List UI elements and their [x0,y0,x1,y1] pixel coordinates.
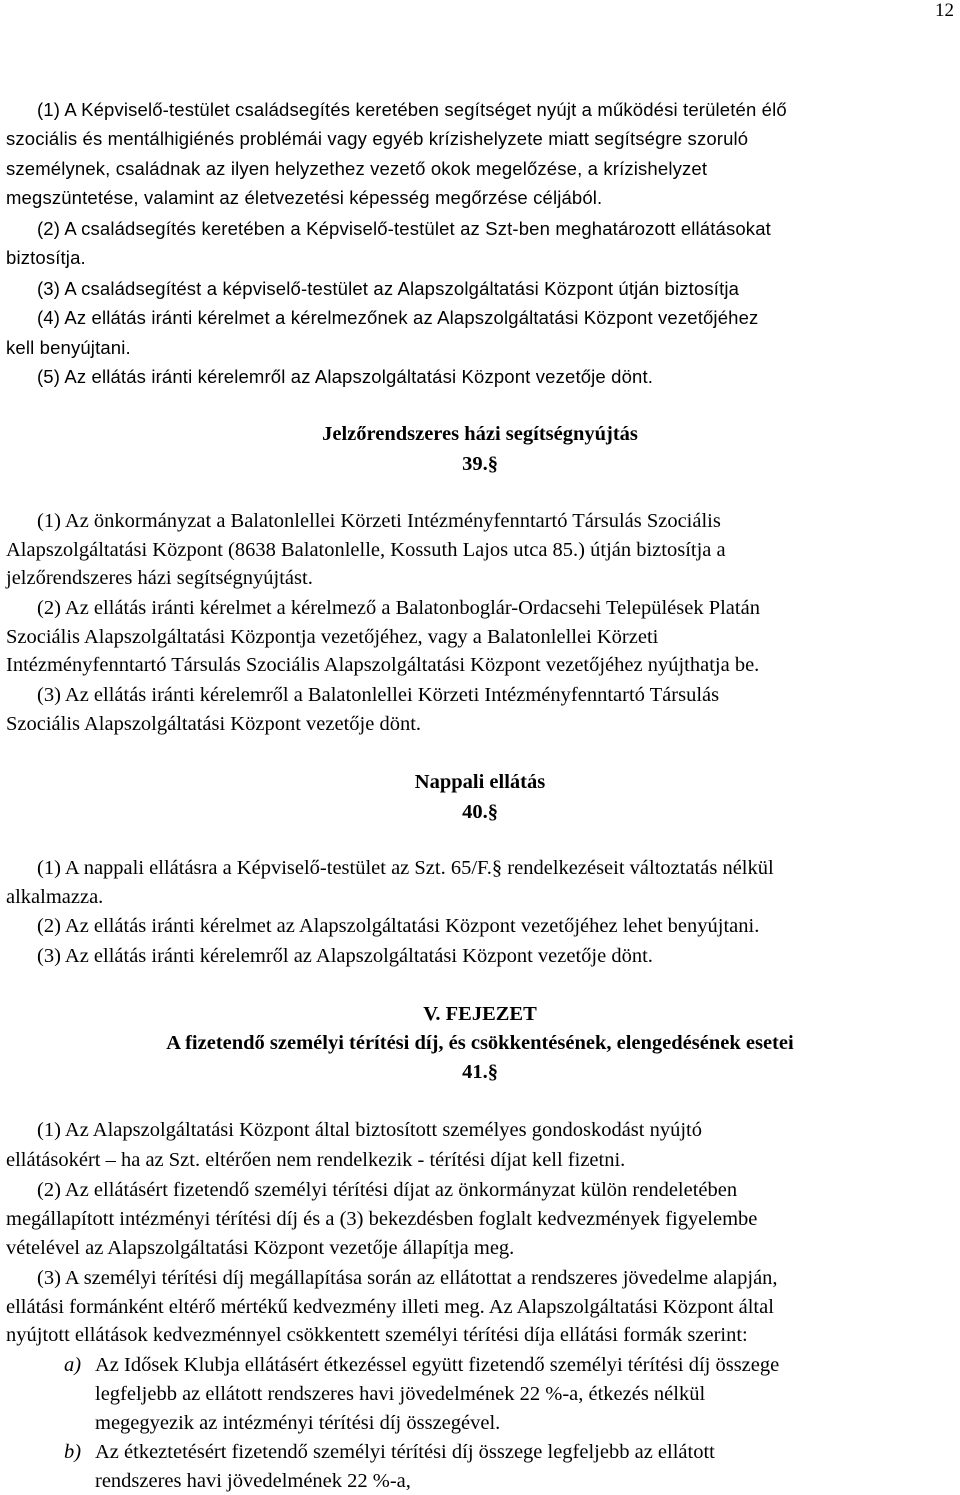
text-line: (2) A családsegítés keretében a Képviselő-testület az Szt-ben meghatározott ellátásokat [37,218,771,239]
text-line: (1) Az Alapszolgáltatási Központ által biztosított személyes gondoskodást nyújtó [37,1119,702,1141]
list-item-text: megegyezik az intézményi térítési díj összegével. [95,1412,501,1434]
list-item-text: legfeljebb az ellátott rendszeres havi jövedelmének 22 %-a, étkezés nélkül [95,1383,706,1405]
text-line: (1) Az önkormányzat a Balatonlellei Körzeti Intézményfenntartó Társulás Szociális [37,510,721,532]
text-line: nyújtott ellátások kedvezménnyel csökkentett személyi térítési díja ellátási formák szerint: [6,1324,748,1346]
text-line: (2) Az ellátásért fizetendő személyi térítési díjat az önkormányzat külön rendeletében [37,1179,738,1201]
list-item-text: Az Idősek Klubja ellátásért étkezéssel együtt fizetendő személyi térítési díj összege [95,1354,780,1376]
text-line: (1) A nappali ellátásra a Képviselő-testület az Szt. 65/F.§ rendelkezéseit változtatás nélkül [37,857,774,879]
text-line: (2) Az ellátás iránti kérelmet az Alapszolgáltatási Központ vezetőjéhez lehet benyújtani. [37,915,760,937]
text-line: (4) Az ellátás iránti kérelmet a kérelmezőnek az Alapszolgáltatási Központ vezetőjéhez [37,307,759,328]
chapter-title: A fizetendő személyi térítési díj, és csökkentésének, elengedésének esetei [166,1032,794,1054]
text-line: Szociális Alapszolgáltatási Központja vezetőjéhez, vagy a Balatonlellei Körzeti [6,626,659,648]
list-item-marker: a) [64,1354,82,1376]
text-line: (5) Az ellátás iránti kérelemről az Alapszolgáltatási Központ vezetője dönt. [37,366,654,387]
list-item-text: rendszeres havi jövedelmének 22 %-a, [95,1470,411,1492]
chapter-heading: V. FEJEZET [423,1003,537,1025]
text-line: személynek, családnak az ilyen helyzethez vezető okok megelőzése, a krízishelyzet [6,158,708,179]
text-line: Alapszolgáltatási Központ (8638 Balatonlelle, Kossuth Lajos utca 85.) útján biztosítja a [6,539,726,561]
text-line: (3) Az ellátás iránti kérelemről az Alapszolgáltatási Központ vezetője dönt. [37,945,653,967]
text-line: (3) A személyi térítési díj megállapítása során az ellátottat a rendszeres jövedelme alapján, [37,1267,778,1289]
list-item-marker: b) [64,1441,82,1463]
text-line: ellátásokért – ha az Szt. eltérően nem rendelkezik - térítési díjat kell fizetni. [6,1149,626,1171]
text-line: (1) A Képviselő-testület családsegítés keretében segítséget nyújt a működési területén élő [37,99,787,120]
section-number: 40.§ [462,801,498,823]
text-line: Szociális Alapszolgáltatási Központ vezetője dönt. [6,713,422,735]
text-line: megszüntetése, valamint az életvezetési képesség megőrzése céljából. [6,187,603,208]
section-number: 41.§ [462,1061,498,1083]
text-line: biztosítja. [6,247,86,268]
text-line: megállapított intézményi térítési díj és a (3) bekezdésben foglalt kedvezmények figyelembe [6,1208,758,1230]
section-title: Nappali ellátás [414,771,546,793]
text-line: szociális és mentálhigiénés problémái vagy egyéb krízishelyzete miatt segítségre szoruló [6,128,749,149]
section-number: 39.§ [462,453,498,475]
text-line: ellátási formánként eltérő mértékű kedvezmény illeti meg. Az Alapszolgáltatási Központ által [6,1296,774,1318]
text-line: Intézményfenntartó Társulás Szociális Alapszolgáltatási Központ vezetőjéhez nyújthatja be. [6,654,760,676]
text-line: kell benyújtani. [6,337,131,358]
text-line: (3) Az ellátás iránti kérelemről a Balatonlellei Körzeti Intézményfenntartó Társulás [37,684,720,706]
page-number: 12 [935,0,954,21]
text-line: jelzőrendszeres házi segítségnyújtást. [6,567,313,589]
list-item-text: Az étkeztetésért fizetendő személyi térítési díj összege legfeljebb az ellátott [95,1441,715,1463]
text-line: (2) Az ellátás iránti kérelmet a kérelmező a Balatonboglár-Ordacsehi Települések Platán [37,597,760,619]
text-line: vételével az Alapszolgáltatási Központ vezetője állapítja meg. [6,1237,515,1259]
section-title: Jelzőrendszeres házi segítségnyújtás [322,423,638,445]
text-line: (3) A családsegítést a képviselő-testület az Alapszolgáltatási Központ útján biztosítja [37,278,740,299]
text-line: alkalmazza. [6,886,104,908]
